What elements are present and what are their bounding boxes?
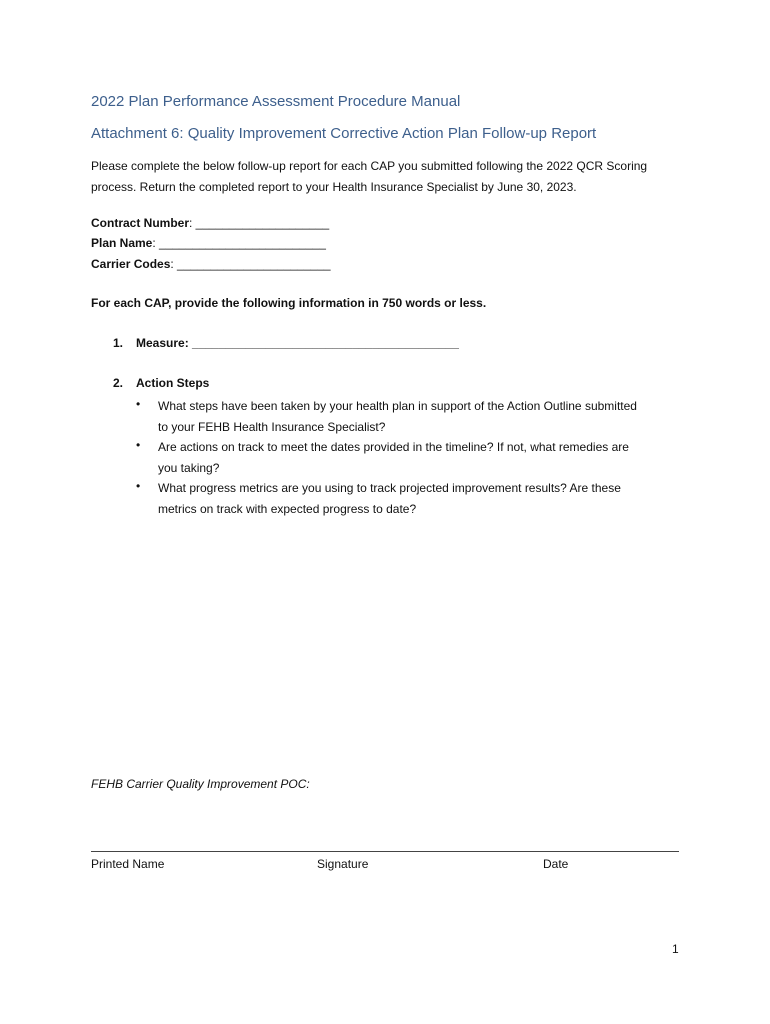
bullet-3-line-1: What progress metrics are you using to track projected improvement results? Are these — [158, 481, 621, 495]
intro-line-1: Please complete the below follow-up report for each CAP you submitted following the 2022 QCR Scoring — [91, 159, 648, 173]
bullet-1-line-1: What steps have been taken by your health plan in support of the Action Outline submitted — [158, 399, 637, 413]
bullet-1-text — [158, 396, 688, 437]
bullet-1-line-2: to your FEHB Health Insurance Specialist? — [158, 419, 386, 434]
intro-paragraph — [91, 156, 691, 197]
printed-name-label: Printed Name — [91, 857, 165, 871]
contract-number-field — [91, 216, 329, 230]
carrier-codes-field — [91, 257, 331, 271]
carrier-codes-label: Carrier Codes — [91, 257, 171, 271]
carrier-codes-blank: : _______________________ — [170, 257, 331, 271]
bullet-1-icon: • — [136, 397, 141, 411]
poc-label: FEHB Carrier Quality Improvement POC: — [91, 777, 310, 791]
contract-number-label: Contract Number — [91, 216, 190, 230]
item-2-action-steps: Action Steps — [136, 376, 210, 390]
signature-line — [91, 851, 679, 852]
manual-title: 2022 Plan Performance Assessment Procedure Manual — [91, 93, 461, 110]
intro-line-2: process. Return the completed report to your Health Insurance Specialist by June 30, 2023. — [91, 179, 577, 194]
attachment-title: Attachment 6: Quality Improvement Corrective Action Plan Follow-up Report — [91, 125, 597, 142]
bullet-3-text — [158, 478, 688, 519]
date-label: Date — [543, 857, 569, 871]
bullet-3-icon: • — [136, 479, 141, 493]
bullet-2-line-1: Are actions on track to meet the dates provided in the timeline? If not, what remedies are — [158, 440, 629, 454]
bullet-2-text — [158, 437, 688, 478]
item-2-number: 2. — [113, 376, 124, 390]
instruction-text: For each CAP, provide the following information in 750 words or less. — [91, 296, 487, 310]
signature-label: Signature — [317, 857, 369, 871]
item-1-measure: Measure: ________________________________________ — [136, 336, 459, 350]
page-number: 1 — [672, 942, 679, 956]
plan-name-field — [91, 236, 326, 250]
item-1-number: 1. — [113, 336, 124, 350]
bullet-2-line-2: you taking? — [158, 460, 220, 475]
plan-name-label: Plan Name — [91, 236, 153, 250]
bullet-2-icon: • — [136, 438, 141, 452]
bullet-3-line-2: metrics on track with expected progress to date? — [158, 501, 417, 516]
plan-name-blank: : _________________________ — [152, 236, 326, 250]
contract-number-blank: : ____________________ — [189, 216, 330, 230]
